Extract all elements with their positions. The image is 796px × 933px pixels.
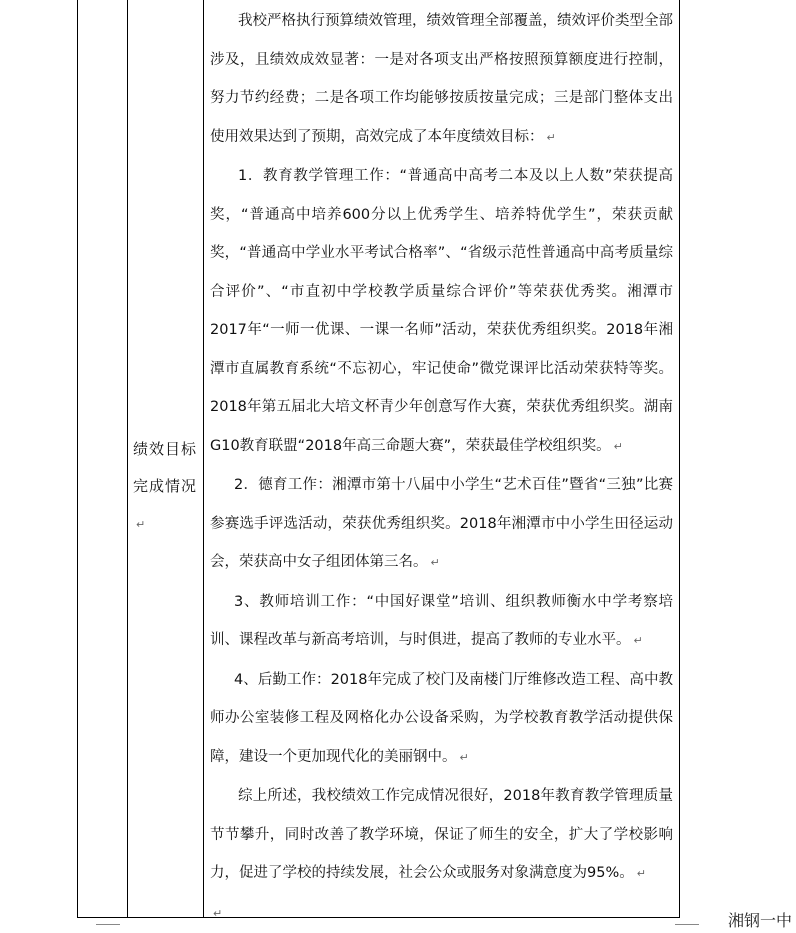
row-label-performance-completion xyxy=(133,431,197,543)
content-cell xyxy=(210,0,673,933)
empty-paragraph xyxy=(210,894,673,933)
paragraph-mark-icon: ↵ xyxy=(637,867,646,880)
paragraph-mark-icon: ↵ xyxy=(460,751,469,764)
footer-rule-left xyxy=(96,924,120,925)
table-column-divider-1 xyxy=(127,0,128,918)
paragraph-mark-icon: ↵ xyxy=(634,634,643,647)
paragraph-mark-icon: ↵ xyxy=(431,556,440,569)
row-label-line-2: 完成情况↵ xyxy=(133,468,197,543)
paragraph-mark-icon: ↵ xyxy=(547,131,556,144)
paragraph-mark-icon: ↵ xyxy=(213,907,222,920)
table-border-right xyxy=(679,0,680,918)
row-label-line-1: 绩效目标 xyxy=(133,431,197,468)
item-4-paragraph: 4、后勤工作：2018年完成了校门及南楼门厅维修改造工程、高中教师办公室装修工程及网格化办公设备采购，为学校教育教学活动提供保障，建设一个更加现代化的美丽钢中。 ↵ xyxy=(210,661,673,778)
footer-school-name: 湘钢一中 xyxy=(728,908,792,931)
item-3-paragraph: 3、教师培训工作：“中国好课堂”培训、组织教师衡水中学考察培训、课程改革与新高考培训，与时俱进，提高了教师的专业水平。 ↵ xyxy=(210,583,673,661)
paragraph-mark-icon: ↵ xyxy=(614,440,623,453)
item-2-paragraph: 2．德育工作：湘潭市第十八届中小学生“艺术百佳”暨省“三独”比赛参赛选手评选活动，荣获优秀组织奖。2018年湘潭市中小学生田径运动会，荣获高中女子组团体第三名。 ↵ xyxy=(210,466,673,583)
item-1-paragraph: 1．教育教学管理工作：“普通高中高考二本及以上人数”荣获提高奖，“普通高中培养600分以上优秀学生、培养特优学生”，荣获贡献奖，“普通高中学业水平考试合格率”、“省级示范性普通高中高考质量综合评价”、“市直初中学校教学质量综合评价”等荣获优秀奖。湘潭市2017年“一师一优课、一课一名师”活动，荣获优秀组织奖。2018年湘潭市直属教育系统“不忘初心，牢记使命”微党课评比活动荣获特等奖。2018年第五届北大培文杯青少年创意写作大赛，荣获优秀组织奖。湖南G10教育联盟“2018年高三命题大赛”，荣获最佳学校组织奖。 ↵ xyxy=(210,157,673,466)
summary-paragraph: 综上所述，我校绩效工作完成情况很好，2018年教育教学管理质量节节攀升，同时改善了教学环境，保证了师生的安全，扩大了学校影响力，促进了学校的持续发展，社会公众或服务对象满意度为95%。 ↵ xyxy=(210,777,673,894)
footer-rule-right xyxy=(675,924,699,925)
table-column-divider-2 xyxy=(203,0,204,918)
table-border-left xyxy=(77,0,78,918)
intro-paragraph: 我校严格执行预算绩效管理，绩效管理全部覆盖，绩效评价类型全部涉及，且绩效成效显著：一是对各项支出严格按照预算额度进行控制，努力节约经费；二是各项工作均能够按质按量完成；三是部门整体支出使用效果达到了预期，高效完成了本年度绩效目标： ↵ xyxy=(210,2,673,157)
paragraph-mark-icon: ↵ xyxy=(136,518,146,531)
